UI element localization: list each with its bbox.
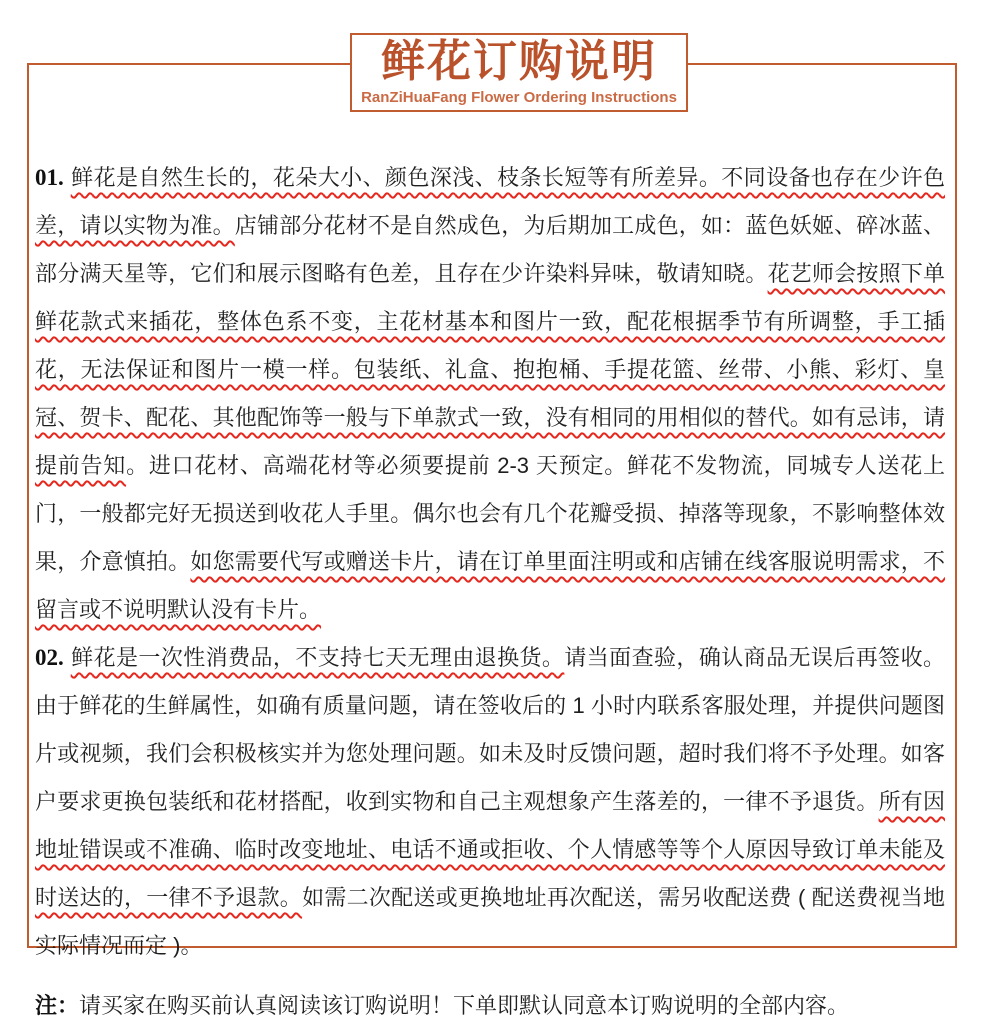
instruction-paragraph	[35, 154, 945, 634]
buyer-note	[35, 982, 945, 1030]
plain-text: 店铺部分花材不是自然成色，为后期加工成色，如：蓝色妖姬、碎冰蓝、部分满天星等，它们和展示图略有色差，且存在少许染料异味，敬请知晓。	[35, 213, 945, 286]
underlined-text: 所有因地址错误或不准确、临时改变地址、电话不通或拒收、个人情感等等个人原因导致订单未能及时送达的，一律不予退款。	[35, 789, 945, 910]
underlined-text: 鲜花是一次性消费品，不支持七天无理由退换货。	[70, 645, 565, 670]
plain-text: 如需二次配送或更换地址再次配送，需另收配送费 ( 配送费视当地实际情况而定 )。	[35, 885, 945, 958]
paragraph-number: 02.	[35, 645, 64, 670]
underlined-text: 花艺师会按照下单鲜花款式来插花，整体色系不变，主花材基本和图片一致，配花根据季节有所调整，手工插花，无法保证和图片一模一样。包装纸、礼盒、抱抱桶、手提花篮、丝带、小熊、彩灯、皇冠、贺卡、配花、其他配饰等一般与下单款式一致，没有相同的用相似的替代。如有忌讳，请提前告知	[35, 261, 945, 478]
title-box	[350, 33, 688, 112]
paragraph-number: 01.	[35, 165, 64, 190]
instruction-paragraph	[35, 634, 945, 970]
note-label: 注：	[35, 993, 80, 1018]
note-text: 请买家在购买前认真阅读该订购说明！下单即默认同意本订购说明的全部内容。	[79, 993, 850, 1018]
page-title: 鲜花订购说明	[381, 36, 657, 88]
underlined-text: 如您需要代写或赠送卡片，请在订单里面注明或和店铺在线客服说明需求，不留言或不说明默认没有卡片。	[35, 549, 945, 622]
plain-text: 请当面查验，确认商品无误后再签收。由于鲜花的生鲜属性，如确有质量问题，请在签收后的 1 小时内联系客服处理，并提供问题图片或视频，我们会积极核实并为您处理问题。如未及时反馈问题，超时我们将不予处理。如客户要求更换包装纸和花材搭配，收到实物和自己主观想象产生落差的，一律不予退货。	[35, 645, 945, 814]
instructions-body	[35, 154, 945, 1030]
plain-text: 。进口花材、高端花材等必须要提前 2-3 天预定。鲜花不发物流，同城专人送花上门，一般都完好无损送到收花人手里。偶尔也会有几个花瓣受损、掉落等现象，不影响整体效果，介意慎拍。	[35, 453, 945, 574]
underlined-text: 鲜花是自然生长的，花朵大小、颜色深浅、枝条长短等有所差异。不同设备也存在少许色差，请以实物为准。	[35, 165, 945, 238]
page-subtitle: RanZiHuaFang Flower Ordering Instructions	[361, 88, 677, 106]
